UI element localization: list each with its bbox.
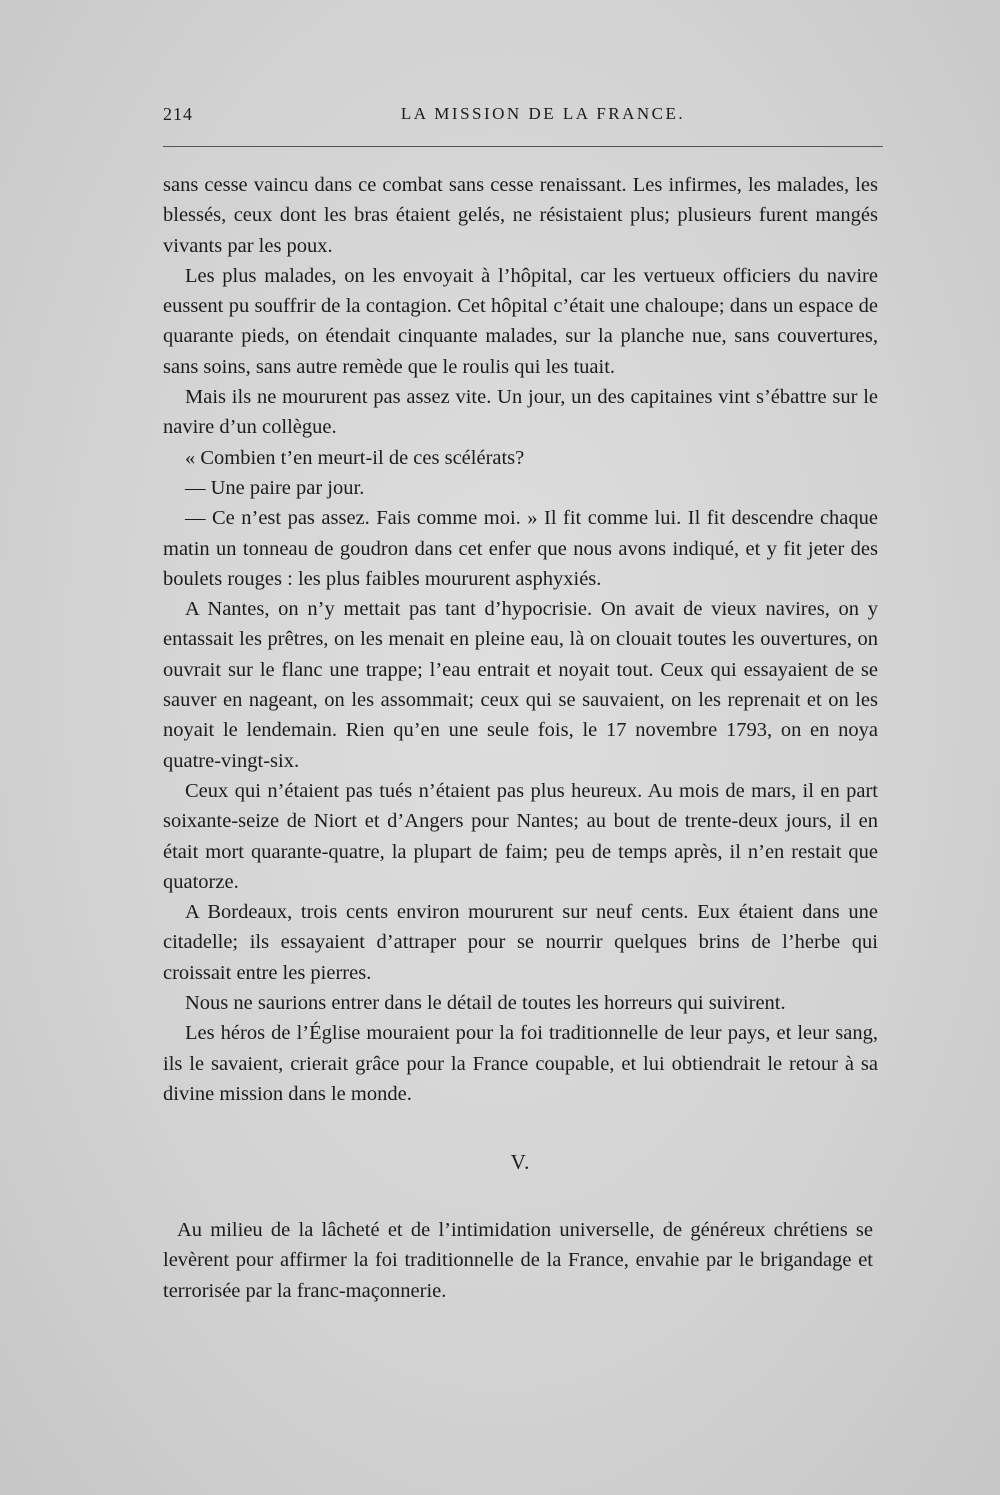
paragraph: A Nantes, on n’y mettait pas tant d’hypocrisie. On avait de vieux navires, on y entassait les prêtres, on les menait en pleine eau, là on clouait toutes les ouvertures, on ouvrait sur le flanc une trappe; l’eau entrait et noyait tout. Ceux qui essayaient de se sauver en nageant, on les assommait; ceux qui se sauvaient, on les reprenait et on les noyait le lendemain. Rien qu’en une seule fois, le 17 novembre 1793, on en noya quatre-vingt-six. — [163, 598, 878, 772]
dialogue-line: — Une paire par jour. — [185, 476, 365, 499]
dialogue-line: « Combien t’en meurt-il de ces scélérats? — [185, 446, 525, 469]
dialogue-line: — Ce n’est pas assez. Fais comme moi. » Il fit comme lui. Il fit descendre chaque matin un tonneau de goudron dans cet enfer que nous avons indiqué, et y fit jeter des boulets rouges : les plus faibles moururent asphyxiés. — [163, 507, 878, 590]
paragraph-continued: sans cesse vaincu dans ce combat sans cesse renaissant. Les infirmes, les malades, les blessés, ceux dont les bras étaient gelés, ne résistaient plus; plusieurs furent mangés vivants par les poux. — [163, 174, 878, 257]
paragraph: Ceux qui n’étaient pas tués n’étaient pas plus heureux. Au mois de mars, il en part soixante-seize de Niort et d’Angers pour Nantes; au bout de trente-deux jours, il en était mort quarante-quatre, la plupart de faim; peu de temps après, il n’en restait que quatorze. — [163, 779, 878, 893]
header-rule — [163, 146, 883, 147]
paragraph: A Bordeaux, trois cents environ moururent sur neuf cents. Eux étaient dans une citadelle; ils essayaient d’attraper pour se nourrir quelques brins de l’herbe qui croissait entre les pierres. — [163, 901, 878, 984]
running-head — [163, 104, 883, 130]
section-text — [163, 1215, 873, 1306]
paragraph: Les héros de l’Église mouraient pour la foi traditionnelle de leur pays, et leur sang, ils le savaient, crierait grâce pour la France coupable, et lui obtiendrait le retour à sa divine mission dans le monde. — [163, 1022, 878, 1105]
paragraph: Mais ils ne moururent pas assez vite. Un jour, un des capitaines vint s’ébattre sur le navire d’un collègue. — [163, 386, 878, 439]
body-text — [163, 170, 878, 1109]
paragraph: Les plus malades, on les envoyait à l’hôpital, car les vertueux officiers du navire eussent pu souffrir de la contagion. Cet hôpital c’était une chaloupe; dans un espace de quarante pieds, on étendait cinquante malades, sur la planche nue, sans couvertures, sans soins, sans autre remède que le roulis qui les tuait. — [163, 264, 878, 378]
section-heading: V. — [510, 1150, 531, 1174]
page-number: 214 — [163, 104, 193, 124]
section-paragraph: Au milieu de la lâcheté et de l’intimidation universelle, de généreux chrétiens se levèrent pour affirmer la foi traditionnelle de la France, envahie par le brigandage et terrorisée par la franc-maçonnerie. — [163, 1219, 873, 1302]
running-title: LA MISSION DE LA FRANCE. — [400, 104, 686, 123]
paragraph: Nous ne saurions entrer dans le détail de toutes les horreurs qui suivirent. — [185, 992, 786, 1015]
